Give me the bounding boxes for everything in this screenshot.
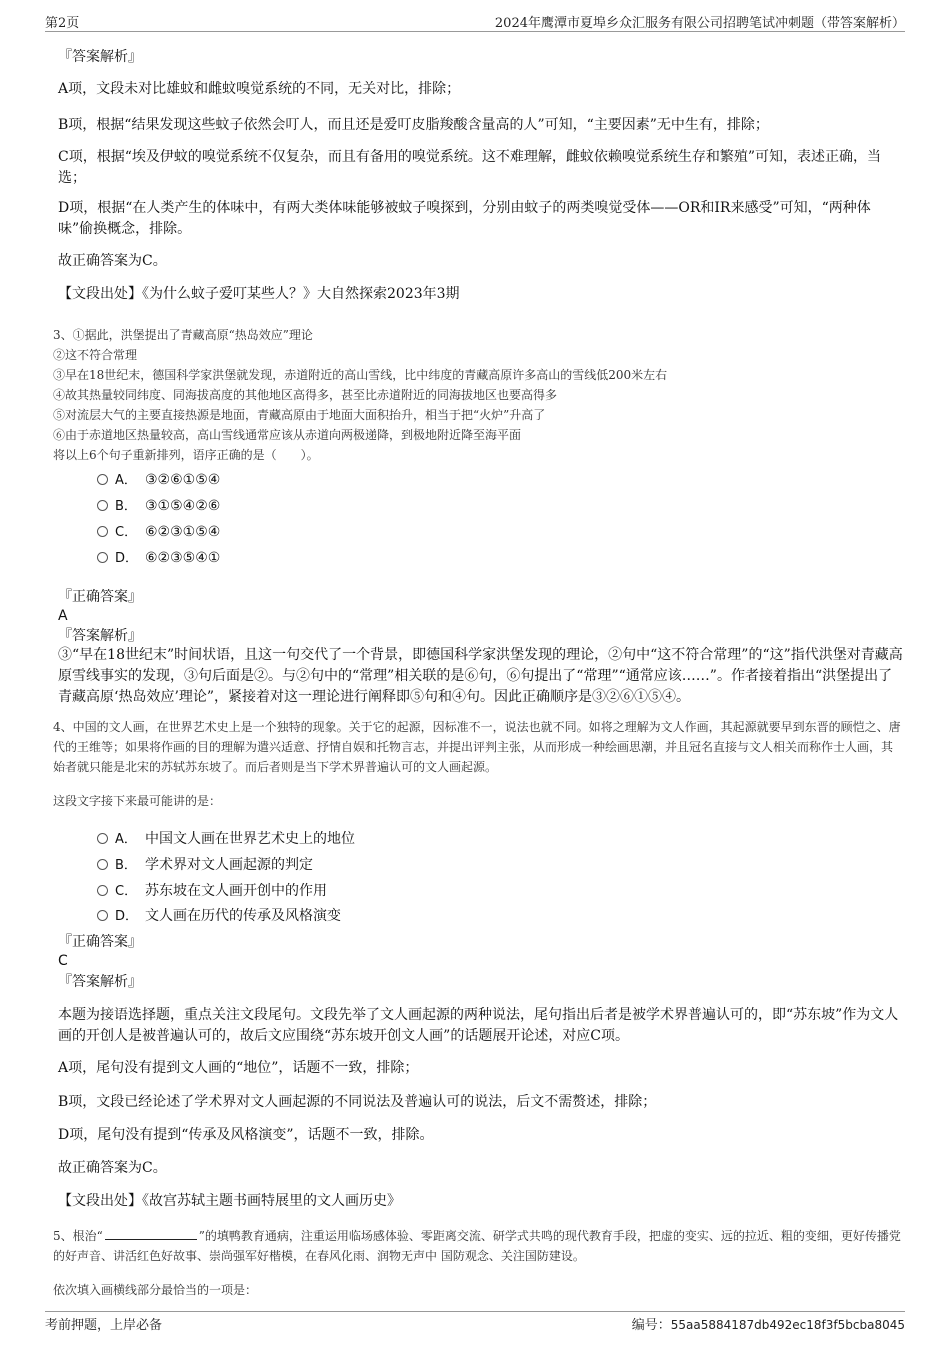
q3-option-a[interactable] (97, 469, 220, 488)
q3-stem-line: ⑤对流层大气的主要直接热源是地面，青藏高原由于地面大面积抬升，相当于把“火炉”升高了 (53, 408, 546, 422)
q4-option-c[interactable] (97, 880, 327, 900)
q2-analysis-label: 『答案解析』 (58, 49, 142, 65)
footer-code-value: 55aa5884187db492ec18f3f5bcba8045 (670, 1318, 905, 1332)
q4-option-a[interactable] (97, 828, 355, 848)
q4-analysis-label: 『答案解析』 (58, 974, 142, 990)
option-letter: D． (115, 551, 139, 566)
footer-code-label: 编号： (631, 1318, 671, 1333)
option-text: ③①⑤④②⑥ (145, 498, 221, 514)
option-text: ⑥②③①⑤④ (145, 524, 221, 540)
q4-answer-label: 『正确答案』 (58, 934, 142, 950)
footer-code (632, 1314, 905, 1333)
document-title: 2024年鹰潭市夏埠乡众汇服务有限公司招聘笔试冲刺题（带答案解析） (494, 16, 905, 31)
radio-icon[interactable] (97, 910, 108, 921)
option-text: 苏东坡在文人画开创中的作用 (145, 883, 327, 899)
q4-conclusion: 故正确答案为C。 (58, 1160, 167, 1176)
option-text: 学术界对文人画起源的判定 (145, 857, 313, 873)
radio-icon[interactable] (97, 474, 108, 485)
radio-icon[interactable] (97, 552, 108, 563)
header-rule (45, 31, 905, 32)
q4-option-d-analysis: D项，尾句没有提到“传承及风格演变”，话题不一致，排除。 (58, 1127, 434, 1143)
fill-blank (105, 1227, 197, 1240)
q3-option-b[interactable] (97, 495, 220, 514)
q5-question: 依次填入画横线部分最恰当的一项是： (53, 1283, 258, 1297)
q3-option-c[interactable] (97, 521, 220, 540)
q4-stem: 4、中国的文人画，在世界艺术史上是一个独特的现象。关于它的起源，因标准不一，说法也就不同。如将之理解为文人作画，其起源就要早到东晋的顾恺之、唐代的王维等；如果将作画的目的理解为遣兴适意、抒情自娱和托物言志，并提出评判主张，从而形成一种绘画思潮，并且冠名直接与文人相关而称作士人画，其始者就只能是北宋的苏轼苏东坡了。而后者则是当下学术界普遍认可的文人画起源。 (53, 720, 901, 774)
q4-source: 【文段出处】《故宫苏轼主题书画特展里的文人画历史》 (58, 1193, 401, 1209)
q3-question: 将以上6个句子重新排列，语序正确的是（ ）。 (53, 448, 319, 462)
radio-icon[interactable] (97, 526, 108, 537)
q4-option-b[interactable] (97, 854, 313, 874)
radio-icon[interactable] (97, 833, 108, 844)
q4-question: 这段文字接下来最可能讲的是： (53, 794, 222, 808)
option-text: 文人画在历代的传承及风格演变 (145, 908, 341, 924)
q3-stem-line: ③早在18世纪末，德国科学家洪堡就发现，赤道附近的高山雪线，比中纬度的青藏高原许多高山的雪线低200米左右 (53, 368, 668, 382)
option-letter: D． (115, 909, 139, 924)
q4-answer: C (58, 953, 68, 969)
q2-conclusion: 故正确答案为C。 (58, 253, 167, 269)
q3-answer: A (58, 608, 68, 624)
option-text: ③②⑥①⑤④ (145, 472, 221, 488)
q2-option-c-analysis: C项，根据“埃及伊蚊的嗅觉系统不仅复杂，而且有备用的嗅觉系统。这不难理解，雌蚊依赖嗅觉系统生存和繁殖”可知，表述正确，当选； (58, 149, 882, 186)
option-text: ⑥②③⑤④① (145, 550, 221, 566)
q2-option-b-analysis: B项，根据“结果发现这些蚊子依然会叮人，而且还是爱叮皮脂羧酸含量高的人”可知，“主要因素”无中生有，排除； (58, 117, 769, 133)
q5-stem-start: 5、根治“ (53, 1229, 103, 1243)
q2-option-d-analysis: D项，根据“在人类产生的体味中，有两大类体味能够被蚊子嗅探到，分别由蚊子的两类嗅觉受体——OR和IR来感受”可知，“两种体味”偷换概念，排除。 (58, 200, 871, 237)
q2-source: 【文段出处】《为什么蚊子爱叮某些人？》大自然探索2023年3期 (58, 286, 460, 302)
option-letter: C． (115, 525, 138, 540)
radio-icon[interactable] (97, 500, 108, 511)
q3-stem-line: ④故其热量较同纬度、同海拔高度的其他地区高得多，甚至比赤道附近的同海拔地区也要高得多 (53, 388, 558, 402)
page-number: 第2页 (45, 16, 80, 31)
radio-icon[interactable] (97, 859, 108, 870)
q3-answer-label: 『正确答案』 (58, 589, 142, 605)
q4-option-a-analysis: A项，尾句没有提到文人画的“地位”，话题不一致，排除； (58, 1060, 419, 1076)
option-text: 中国文人画在世界艺术史上的地位 (145, 831, 355, 847)
footer-slogan: 考前押题，上岸必备 (45, 1318, 163, 1333)
radio-icon[interactable] (97, 885, 108, 896)
option-letter: B． (115, 858, 137, 873)
option-letter: C． (115, 884, 138, 899)
footer-rule (45, 1311, 905, 1312)
q5-stem (53, 1226, 903, 1266)
q3-analysis-label: 『答案解析』 (58, 628, 142, 644)
option-letter: A． (115, 832, 137, 847)
option-letter: B． (115, 499, 137, 514)
q4-option-d[interactable] (97, 905, 341, 925)
q3-stem-line: 3、①据此，洪堡提出了青藏高原“热岛效应”理论 (53, 328, 313, 342)
q3-analysis: ③“早在18世纪末”时间状语，且这一句交代了一个背景，即德国科学家洪堡发现的理论，②句中“这不符合常理”的“这”指代洪堡对青藏高原雪线事实的发现，③句后面是②。与②句中的“常理”相关联的是⑥句，⑥句提出了“常理”“通常应该……”。作者接着指出“洪堡提出了青藏高原‘热岛效应’理论”，紧接着对这一理论进行阐释即⑤句和④句。因此正确顺序是③②⑥①⑤④。 (58, 647, 903, 705)
q3-option-d[interactable] (97, 547, 220, 566)
q2-option-a-analysis: A项，文段未对比雄蚊和雌蚊嗅觉系统的不同，无关对比，排除； (58, 81, 461, 97)
q3-stem-line: ⑥由于赤道地区热量较高，高山雪线通常应该从赤道向两极递降，到极地附近降至海平面 (53, 428, 522, 442)
q4-option-b-analysis: B项，文段已经论述了学术界对文人画起源的不同说法及普遍认可的说法，后文不需赘述，排除； (58, 1094, 657, 1110)
q3-stem-line: ②这不符合常理 (53, 348, 138, 362)
option-letter: A． (115, 473, 137, 488)
q4-analysis: 本题为接语选择题，重点关注文段尾句。文段先举了文人画起源的两种说法，尾句指出后者是被学术界普遍认可的，即“苏东坡”作为文人画的开创人是被普遍认可的，故后文应围绕“苏东坡开创文人画”的话题展开论述，对应C项。 (58, 1007, 899, 1044)
q5-stem-end: ”的填鸭教育通病，注重运用临场感体验、零距离交流、研学式共鸣的现代教育手段，把虚的变实、远的拉近、粗的变细，更好传播党的好声音、讲活红色好故事、崇尚强军好楷模，在春风化雨、润物无声中 国防观念、关注国防建设。 (53, 1229, 901, 1263)
